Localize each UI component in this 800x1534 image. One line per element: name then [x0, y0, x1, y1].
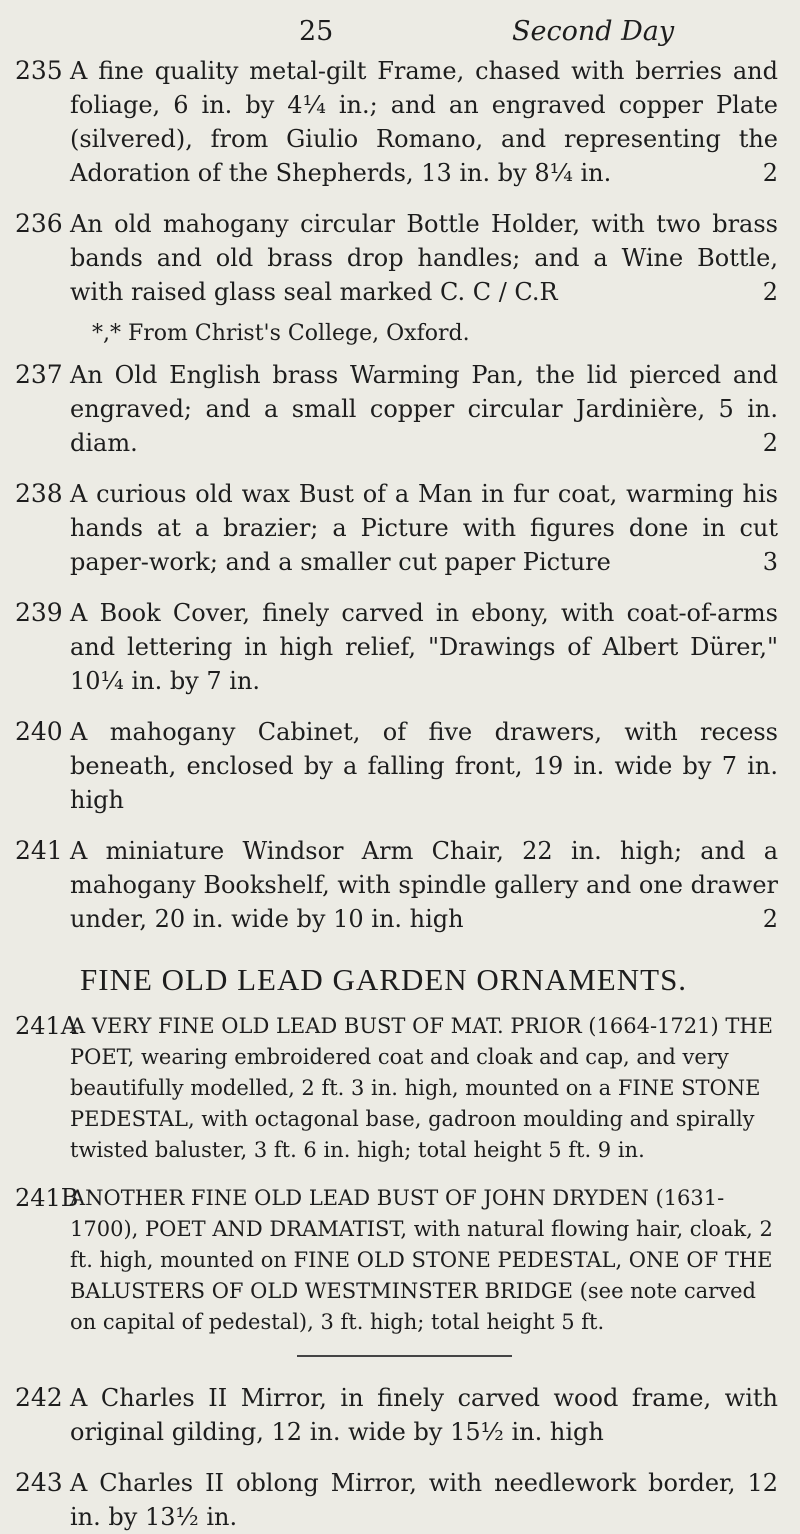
lot-number: 237	[15, 360, 63, 389]
lot-text: An Old English brass Warming Pan, the lid pierced and engraved; and a small copper circular Jardinière, 5 in. diam.	[70, 361, 778, 457]
lot-text: ANOTHER FINE OLD LEAD BUST OF JOHN DRYDEN (1631-1700), POET AND DRAMATIST, with natural flowing hair, cloak, 2 ft. high, mounted on FINE OLD STONE PEDESTAL, ONE OF THE BALUSTERS OF OLD WESTMINSTER BRIDGE (see note carved on capital of pedestal), 3 ft. high; total height 5 ft.	[70, 1186, 773, 1334]
later-lot-list	[12, 1381, 778, 1534]
lot-number: 239	[15, 598, 63, 627]
lot-number: 241A	[15, 1012, 79, 1040]
lot-description	[70, 596, 778, 698]
lot-number: 240	[15, 717, 63, 746]
lot-list	[12, 54, 778, 936]
lot-entry	[12, 54, 778, 190]
lot-text: A Charles II Mirror, in finely carved wood frame, with original gilding, 12 in. wide by 15½ in. high	[70, 1384, 778, 1446]
lot-description	[70, 54, 778, 190]
lot-text: A VERY FINE OLD LEAD BUST OF MAT. PRIOR (1664-1721) THE POET, wearing embroidered coat and cloak and cap, and very beautifully modelled, 2 ft. 3 in. high, mounted on a FINE STONE PEDESTAL, with octagonal base, gadroon moulding and spirally twisted baluster, 3 ft. 6 in. high; total height 5 ft. 9 in.	[70, 1014, 773, 1162]
lot-text: An old mahogany circular Bottle Holder, with two brass bands and old brass drop handles; and a Wine Bottle, with raised glass seal marked C. C / C.R	[70, 210, 778, 306]
lot-number: 238	[15, 479, 63, 508]
lot-text: A curious old wax Bust of a Man in fur coat, warming his hands at a brazier; a Picture with figures done in cut paper-work; and a smaller cut paper Picture	[70, 480, 778, 576]
lot-entry	[12, 596, 778, 698]
lot-price: 2	[762, 905, 778, 933]
lot-price: 2	[762, 159, 778, 187]
lot-number: 235	[15, 56, 63, 85]
lot-number: 243	[15, 1468, 63, 1497]
lot-entry	[12, 477, 778, 579]
lot-entry	[12, 207, 778, 309]
lot-number: 236	[15, 209, 63, 238]
page-number: 25	[299, 16, 334, 47]
lot-price: 3	[762, 548, 778, 576]
lot-text: A Charles II oblong Mirror, with needlework border, 12 in. by 13½ in.	[70, 1469, 778, 1531]
lot-description	[70, 715, 778, 817]
divider-rule	[297, 1355, 512, 1357]
page-header	[12, 10, 778, 54]
lot-note: *,* From Christ's College, Oxford.	[92, 321, 470, 346]
lot-description	[70, 1466, 778, 1534]
lot-text: A mahogany Cabinet, of five drawers, with recess beneath, enclosed by a falling front, 19 in. wide by 7 in. high	[70, 718, 778, 814]
lot-number: 241	[15, 836, 63, 865]
lot-description	[70, 358, 778, 460]
lot-description	[70, 477, 778, 579]
lot-entry	[12, 1381, 778, 1449]
lot-description	[70, 1011, 778, 1166]
lot-entry	[12, 358, 778, 460]
lot-description	[70, 834, 778, 936]
lot-description	[70, 1183, 778, 1338]
lot-number: 242	[15, 1383, 63, 1412]
lot-description	[70, 1381, 778, 1449]
section-title: FINE OLD LEAD GARDEN ORNAMENTS.	[80, 962, 688, 997]
lot-number: 241B	[15, 1184, 79, 1212]
lot-entry	[12, 834, 778, 936]
lot-price: 2	[762, 429, 778, 457]
lot-entry	[12, 715, 778, 817]
running-title: Second Day	[512, 16, 675, 47]
lot-entry	[12, 1011, 778, 1166]
lot-entry	[12, 1183, 778, 1338]
lot-text: A fine quality metal-gilt Frame, chased with berries and foliage, 6 in. by 4¼ in.; and an engraved copper Plate (silvered), from Giulio Romano, and representing the Adoration of the Shepherds, 13 in. by 8¼ in.	[70, 57, 778, 187]
lead-lot-list	[12, 1011, 778, 1338]
lot-entry	[12, 1466, 778, 1534]
lot-text: A Book Cover, finely carved in ebony, with coat-of-arms and lettering in high relief, "Drawings of Albert Dürer," 10¼ in. by 7 in.	[70, 599, 778, 695]
lot-description	[70, 207, 778, 309]
lot-text: A miniature Windsor Arm Chair, 22 in. high; and a mahogany Bookshelf, with spindle gallery and one drawer under, 20 in. wide by 10 in. high	[70, 837, 778, 933]
lot-price: 2	[762, 278, 778, 306]
